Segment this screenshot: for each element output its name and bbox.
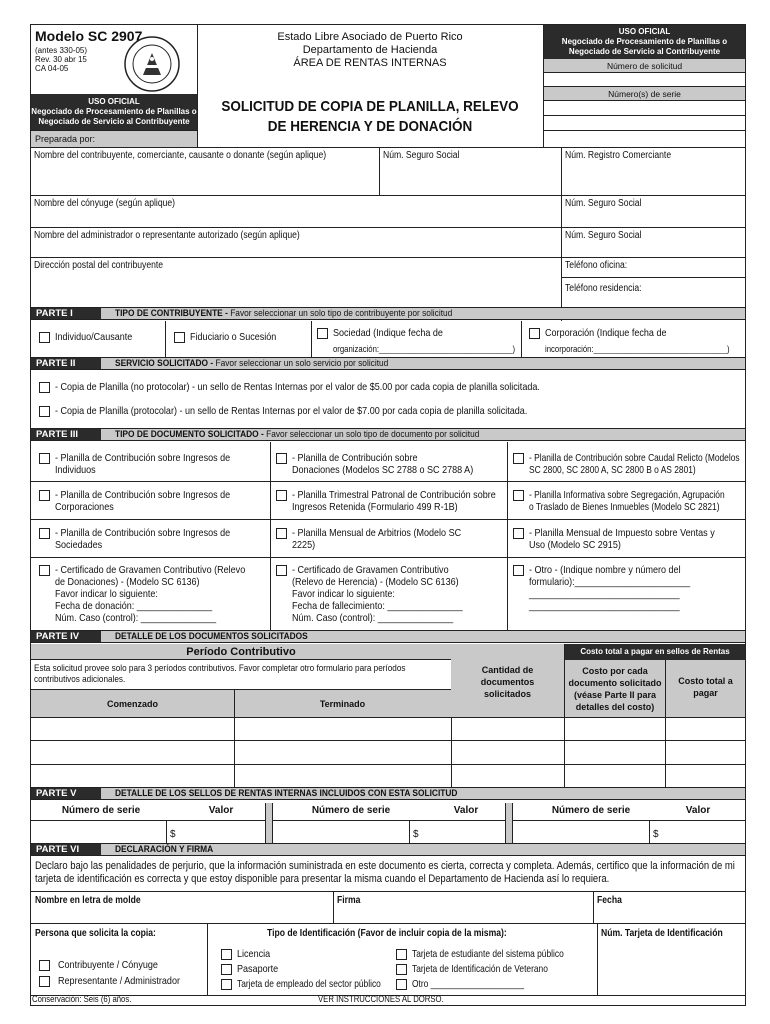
part-6-header: PARTE VI DECLARACIÓN Y FIRMA <box>31 843 745 856</box>
serial-number-field-1[interactable] <box>544 101 745 116</box>
doc-real-estate-checkbox[interactable] <box>513 490 524 501</box>
serial-number-field-2[interactable] <box>544 116 745 131</box>
stamp-value-3[interactable]: $ <box>653 829 659 840</box>
period-row-2[interactable] <box>31 741 745 765</box>
doc-quarterly-checkbox[interactable] <box>276 490 287 501</box>
doc-donations-checkbox[interactable] <box>276 453 287 464</box>
retention-note: Conservación: Seis (6) años. <box>32 994 132 1004</box>
doc-estate-checkbox[interactable] <box>513 453 524 464</box>
print-name-field[interactable]: Nombre en letra de molde <box>35 895 141 906</box>
taxpayer-name-field[interactable]: Nombre del contribuyente, comerciante, causante o donante (según aplique) <box>34 150 327 161</box>
doc-other-checkbox[interactable] <box>513 565 524 576</box>
home-phone-field[interactable]: Teléfono residencia: <box>565 283 642 294</box>
official-use-box: USO OFICIAL Negociado de Procesamiento de Planillas o Negociado de Servicio al Contribuyente <box>544 25 745 59</box>
serial-number-field-3[interactable] <box>544 131 745 147</box>
stamp-value-1[interactable]: $ <box>170 829 176 840</box>
official-use-box-left: USO OFICIAL Negociado de Procesamiento de Planillas o Negociado de Servicio al Contribuyente <box>31 94 197 130</box>
part-4-header: PARTE IV DETALLE DE LOS DOCUMENTOS SOLICITADOS <box>31 630 745 643</box>
administrator-ssn-field[interactable]: Núm. Seguro Social <box>565 230 642 241</box>
tax-period-note: Esta solicitud provee solo para 3 períodos contributivos. Favor completar otro formulario para períodos contributivos adicionales. <box>34 663 406 685</box>
doc-sales-tax-checkbox[interactable] <box>513 528 524 539</box>
total-cost-header: Costo total a pagar <box>666 660 745 717</box>
spouse-ssn-field[interactable]: Núm. Seguro Social <box>565 198 642 209</box>
instructions-note: VER INSTRUCCIONES AL DORSO. <box>318 994 444 1004</box>
id-other-checkbox[interactable] <box>396 979 407 990</box>
id-public-employee-checkbox[interactable] <box>221 979 232 990</box>
postal-address-field[interactable]: Dirección postal del contribuyente <box>34 260 164 271</box>
taxpayer-ssn-field[interactable]: Núm. Seguro Social <box>383 150 460 161</box>
corporation-checkbox[interactable] <box>529 328 540 339</box>
doc-corporation-income-checkbox[interactable] <box>39 490 50 501</box>
office-phone-field[interactable]: Teléfono oficina: <box>565 260 628 271</box>
spouse-name-field[interactable]: Nombre del cónyuge (según aplique) <box>34 198 176 209</box>
part-1-header: PARTE I TIPO DE CONTRIBUYENTE - Favor seleccionar un solo tipo de contribuyente por solicitud <box>31 307 745 320</box>
doc-lien-inheritance-checkbox[interactable] <box>276 565 287 576</box>
part-3-header: PARTE III TIPO DE DOCUMENTO SOLICITADO - Favor seleccionar un solo tipo de documento por solicitud <box>31 428 745 441</box>
id-type-label: Tipo de Identificación (Favor de incluir copia de la misma): <box>267 928 507 939</box>
individual-checkbox[interactable] <box>39 332 50 343</box>
form-frame: Modelo SC 2907 (antes 330-05) Rev. 30 abr 15 CA 04-05 Estado Libre Asociado de Puerto Rico Departamento de Hacienda ÁREA DE RENTAS INTERNAS USO OFICIAL Negociado de Procesamiento de Planillas o Negociado de Servicio al Contribuyente Número de solicitud Número(s) de serie USO OFICIAL Negociado de Procesamiento de Planillas o Negociado de Servicio al Contribuyente Preparada por: SOLICITUD DE COPIA DE PLANILLA, RELEVO DE HERENCIA Y DE DONACIÓN Nombre del contribuyente, comerciante, causante o donante (según aplique) Núm. Seguro Social Núm. Registro Comerciante Nombre del cónyuge (según aplique) Núm. Seguro Social Nombre del administrador o representante autorizado (según aplique) Núm. Seguro Social Dirección postal del contribuyente Teléfono oficina: Teléfono residencia: PARTE I TIPO DE CONTRIBUYENTE - Favor seleccionar un solo tipo de contribuyente por solicitud Individuo/Causante Fiduciario o Sucesión Sociedad (Indique fecha de organización:_______________________________) Corporación (Indique fecha de incorporación:_______________________________) PARTE II SERVICIO SOLICITADO - Favor seleccionar un solo servicio por solicitud - Copia de Planilla (no protocolar) - un sello de Rentas Internas por el valor de $5.00 por cada copia de planilla solicitada. - Copia de Planilla (protocolar) - un sello de Rentas Internas por el valor de $7.00 por cada copia de planilla solicitada. PARTE III TIPO DE DOCUMENTO SOLICITADO - Favor seleccionar un solo tipo de documento por solicitud - Planilla de Contribución sobre Ingresos de Individuos - Planilla de Contribución sobre Ingresos de Corporaciones - Planilla de Contribución sobre Ingresos de Sociedades - Certificado de Gravamen Contributivo (Relevo de Donaciones) - (Modelo SC 6136) Favor indicar lo siguiente: Fecha de donación: _______________ Núm. Caso (control): _______________ - Planilla de Contribución sobre Donaciones (Modelos SC 2788 o SC 2788 A) - Planilla Trimestral Patronal de Contribución sobre Ingresos Retenida (Formulario 499 R-1B) - Planilla Mensual de Arbitrios (Modelo SC 2225) - Certificado de Gravamen Contributivo (Relevo de Herencia) - (Modelo SC 6136) Favor indicar lo siguiente: Fecha de fallecimiento: _______________ Núm. Caso (control): _______________ - Planilla de Contribución sobre Caudal Relicto (Modelos SC 2800, SC 2800 A, SC 2800 B o AS 2801) - Planilla Informativa sobre Segregación, Agrupación o Traslado de Bienes Inmuebles (Modelo SC 2821) - Planilla Mensual de Impuesto sobre Ventas y Uso (Modelo SC 2915) - Otro - (Indique nombre y número del formulario):_______________________ ______________________________ ______________________________ PARTE IV DETALLE DE LOS DOCUMENTOS SOLICITADOS Período Contributivo Esta solicitud provee solo para 3 períodos contributivos. Favor completar otro formulario para períodos contributivos adicionales. Comenzado Terminado Cantidad de documentos solicitados Costo total a pagar en sellos de Rentas Costo por cada documento solicitado (véase Parte II para detalles del costo) Costo total a pagar PARTE V DETALLE DE LOS SELLOS DE RENTAS INTERNAS INCLUIDOS CON ESTA SOLICITUD Número de serie Valor Número de serie Valor Número de serie Valor $ $ $ PARTE VI DECLARACIÓN Y FIRMA Declaro bajo las penalidades de perjurio, que la información suministrada en este documento es cierta, correcta y completa. Además, certifico que la información de mi tarjeta de identificación es correcta y que estoy disponible para presentar la misma cuando el Departamento de Hacienda así lo requiera. Nombre en letra de molde Firma Fecha Persona que solicita la copia: Contribuyente / Cónyuge Representante / Administrador Tipo de Identificación (Favor de incluir copia de la misma): Licencia Pasaporte Tarjeta de empleado del sector público Tarjeta de estudiante del sistema público Tarjeta de Identificación de Veterano Otro ____________________ Núm. Tarjeta de Identificación <box>30 24 746 1006</box>
doc-lien-donations-checkbox[interactable] <box>39 565 50 576</box>
copy-non-protocol-checkbox[interactable] <box>39 382 50 393</box>
merchant-registry-field[interactable]: Núm. Registro Comerciante <box>565 150 672 161</box>
prepared-by-field[interactable]: Preparada por: <box>31 130 197 147</box>
stamps-cost-header: Costo total a pagar en sellos de Rentas <box>565 644 745 660</box>
doc-partnership-income-checkbox[interactable] <box>39 528 50 539</box>
id-student-checkbox[interactable] <box>396 949 407 960</box>
agency-name: Estado Libre Asociado de Puerto Rico Departamento de Hacienda ÁREA DE RENTAS INTERNAS <box>277 31 463 69</box>
tax-period-header: Período Contributivo <box>31 644 451 660</box>
date-field[interactable]: Fecha <box>597 895 622 906</box>
form-revision: (antes 330-05) Rev. 30 abr 15 CA 04-05 <box>35 46 88 73</box>
id-veteran-checkbox[interactable] <box>396 964 407 975</box>
part-2-header: PARTE II SERVICIO SOLICITADO - Favor seleccionar un solo servicio por solicitud <box>31 357 745 370</box>
doc-excise-checkbox[interactable] <box>276 528 287 539</box>
stamp-value-2[interactable]: $ <box>413 829 419 840</box>
requester-label: Persona que solicita la copia: <box>35 928 156 939</box>
id-license-checkbox[interactable] <box>221 949 232 960</box>
form-model-number: Modelo SC 2907 (antes 330-05) Rev. 30 abr 15 CA 04-05 <box>35 28 143 73</box>
hacienda-seal-icon <box>123 35 181 93</box>
requester-representative-checkbox[interactable] <box>39 976 50 987</box>
part-5-header: PARTE V DETALLE DE LOS SELLOS DE RENTAS INTERNAS INCLUIDOS CON ESTA SOLICITUD <box>31 787 745 800</box>
form-title: SOLICITUD DE COPIA DE PLANILLA, RELEVO DE HERENCIA Y DE DONACIÓN <box>221 98 519 135</box>
partnership-checkbox[interactable] <box>317 328 328 339</box>
doc-individual-income-checkbox[interactable] <box>39 453 50 464</box>
period-row-1[interactable] <box>31 717 745 741</box>
copy-protocol-checkbox[interactable] <box>39 406 50 417</box>
serial-numbers-label: Número(s) de serie <box>544 87 745 101</box>
request-number-label: Número de solicitud <box>544 59 745 73</box>
id-number-field[interactable]: Núm. Tarjeta de Identificación <box>601 928 723 939</box>
request-number-field[interactable] <box>544 73 745 87</box>
id-passport-checkbox[interactable] <box>221 964 232 975</box>
administrator-name-field[interactable]: Nombre del administrador o representante autorizado (según aplique) <box>34 230 300 241</box>
requester-taxpayer-checkbox[interactable] <box>39 960 50 971</box>
period-columns-header: Comenzado Terminado <box>31 689 451 717</box>
quantity-header: Cantidad de documentos solicitados <box>451 644 564 717</box>
fiduciary-checkbox[interactable] <box>174 332 185 343</box>
stamps-table-header: Número de serie Valor Número de serie Valor Número de serie Valor <box>31 803 745 821</box>
unit-cost-header: Costo por cada documento solicitado (véase Parte II para detalles del costo) <box>565 660 665 717</box>
signature-field[interactable]: Firma <box>337 895 361 906</box>
declaration-text: Declaro bajo las penalidades de perjurio, que la información suministrada en este documento es cierta, correcta y completa. Además, certifico que la información de mi tarjeta de identificación es correcta y que estoy disponible para presentar la misma cuando el Departamento de Hacienda así lo requiera. <box>35 860 735 885</box>
